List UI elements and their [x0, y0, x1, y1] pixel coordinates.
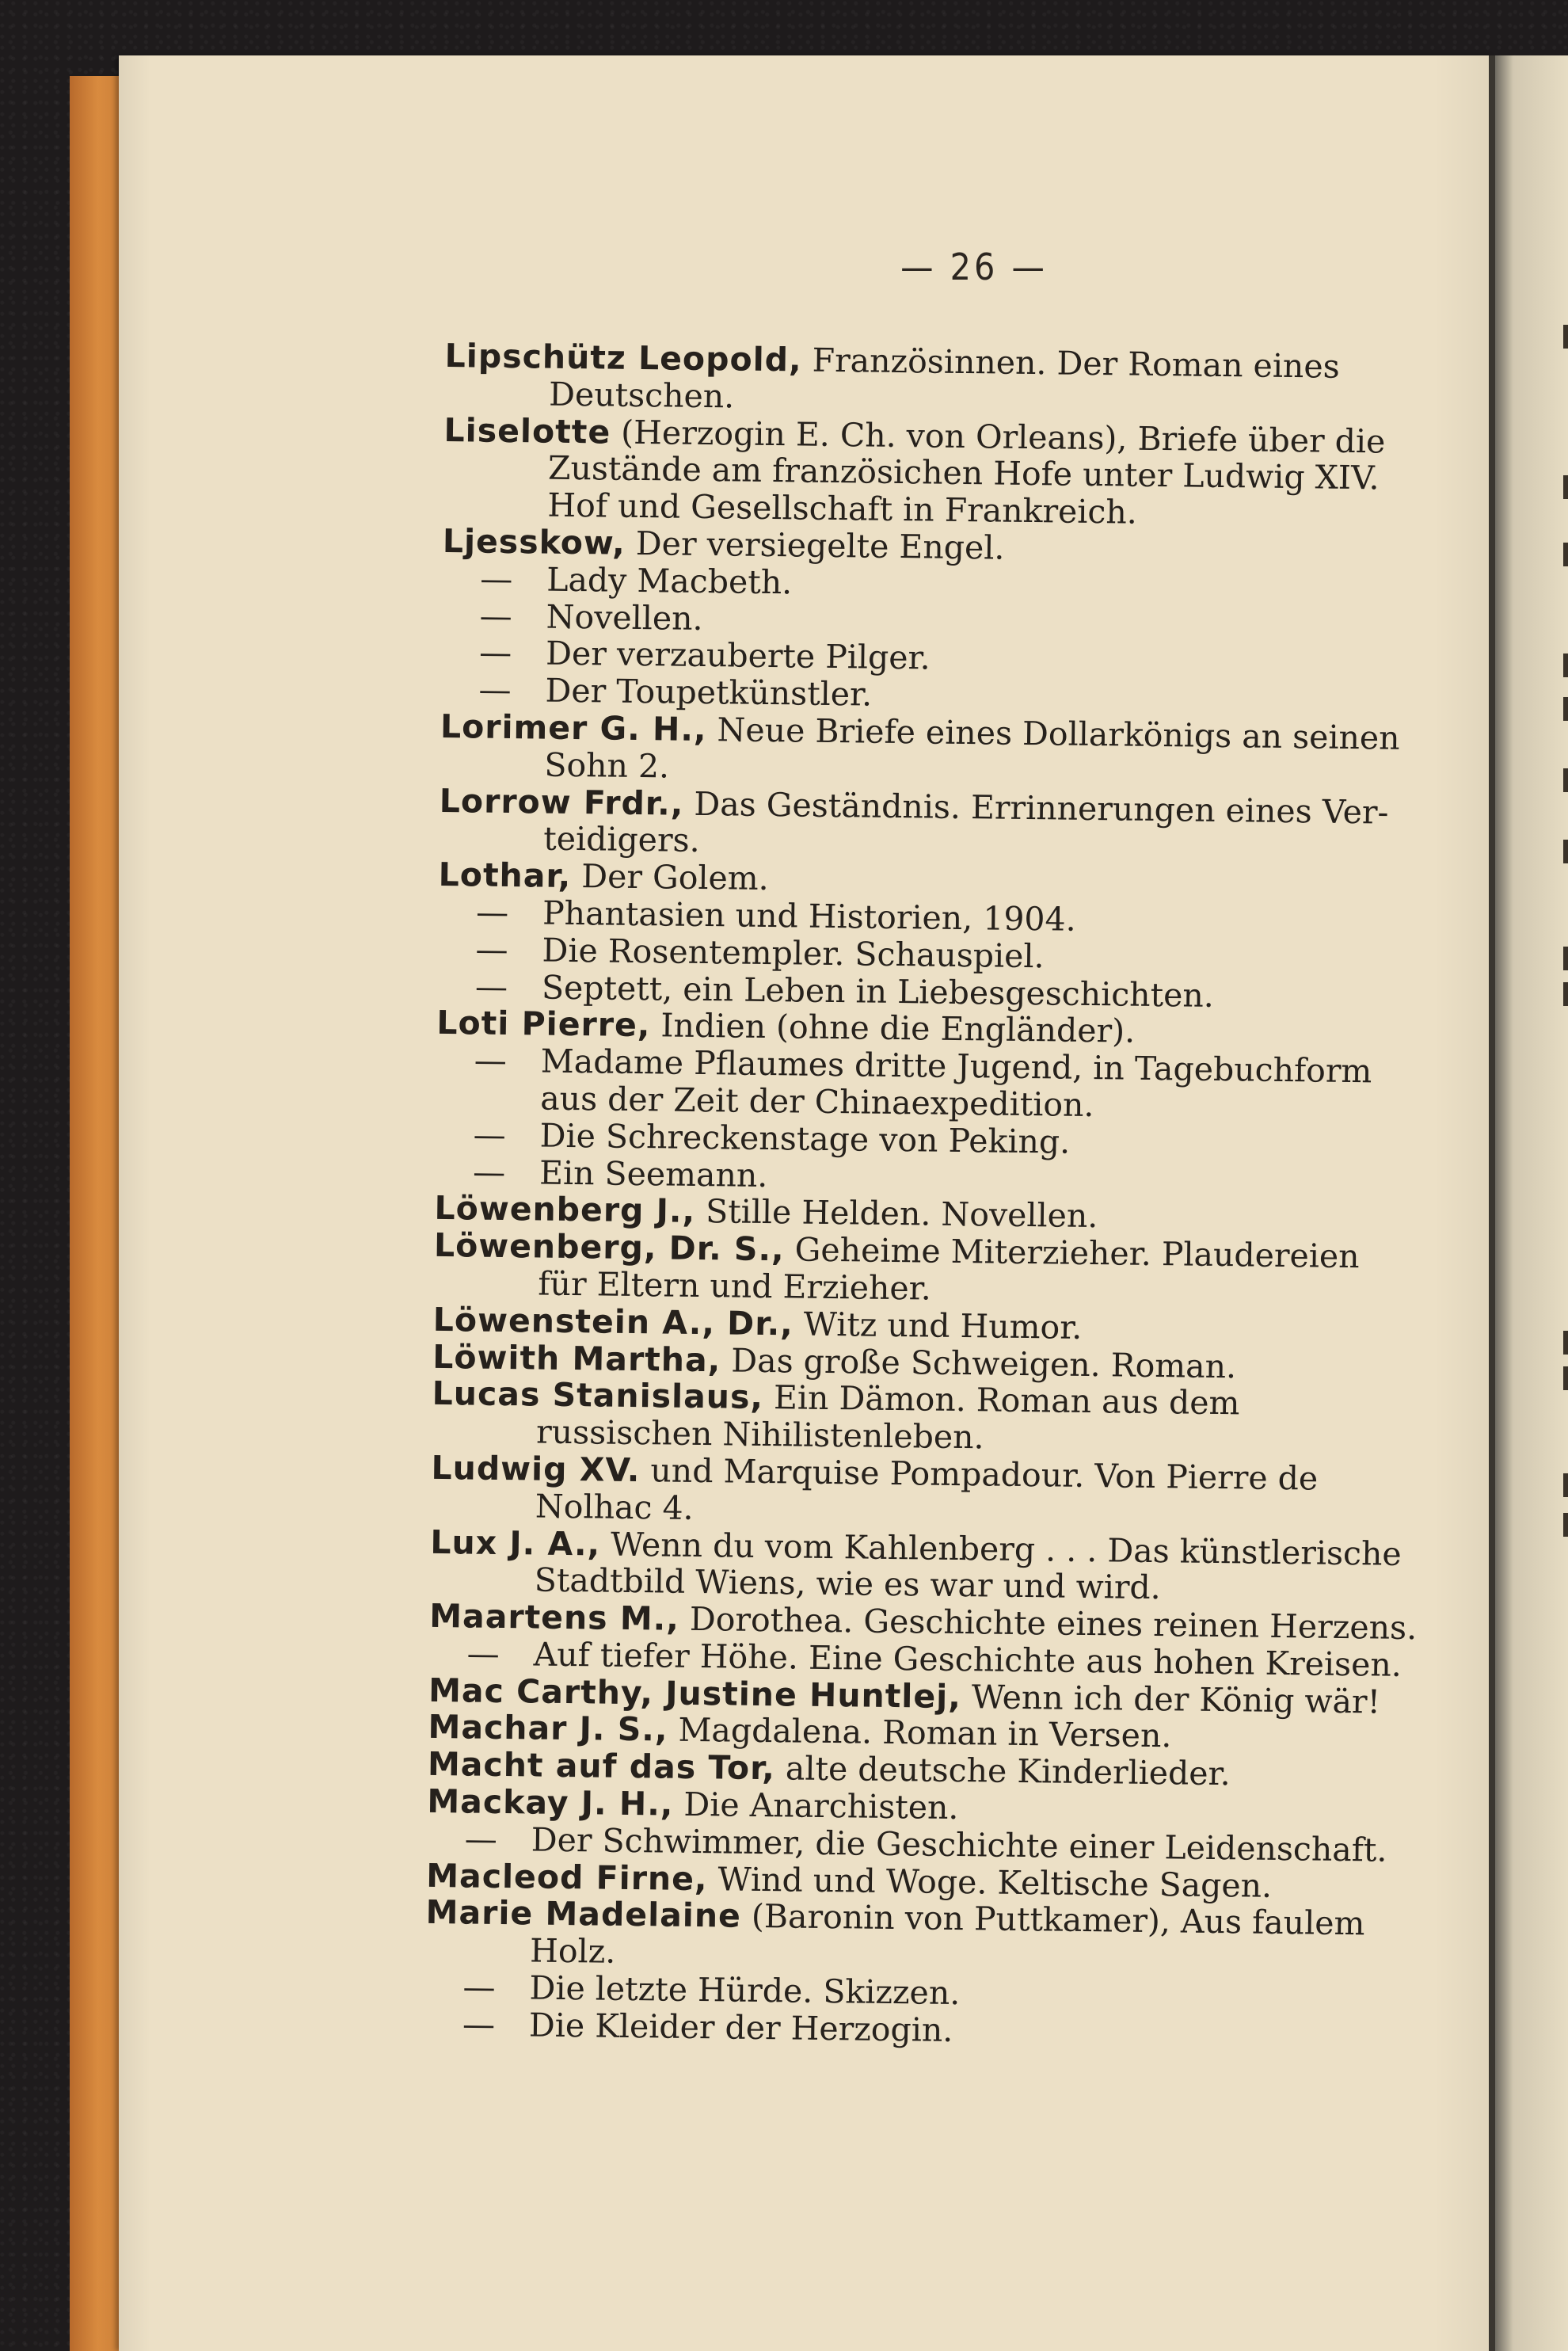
- facing-page-letter: [1563, 543, 1568, 566]
- entry-title: und Marquise Pompadour. Von Pierre de: [650, 1451, 1319, 1498]
- entry-title: Das große Schweigen. Roman.: [731, 1341, 1237, 1385]
- facing-page-letter: [1563, 1513, 1568, 1537]
- entry-title: Novellen.: [546, 597, 703, 638]
- ditto-dash: —: [473, 1115, 506, 1154]
- author-name: Mackay J. H.,: [427, 1781, 674, 1823]
- author-name: Macht auf das Tor,: [427, 1745, 776, 1788]
- entry-title: Stille Helden. Novellen.: [705, 1192, 1098, 1236]
- ditto-dash: —: [478, 670, 512, 710]
- author-name: Loti Pierre,: [436, 1004, 651, 1045]
- catalog-entry-list: [424, 337, 1475, 2055]
- entry-title: Das Geständnis. Errinnerungen eines Ver-: [694, 784, 1389, 832]
- catalog-entry: [433, 1227, 1463, 1313]
- page-gutter: [1489, 55, 1495, 2351]
- entry-continuation: Holz.: [529, 1931, 616, 1972]
- entry-title: Wenn ich der König wär!: [971, 1677, 1381, 1721]
- facing-page-letter: [1563, 475, 1568, 499]
- entry-title: Die Anarchisten.: [683, 1785, 959, 1827]
- entry-title: Die Kleider der Herzogin.: [528, 2006, 953, 2049]
- entry-title: Indien (ohne die Engländer).: [660, 1006, 1136, 1051]
- entry-title: Witz und Humor.: [803, 1305, 1083, 1347]
- catalog-entry: [432, 1375, 1462, 1461]
- facing-page-letter: [1563, 1331, 1568, 1355]
- entry-continuation: Hof und Gesellschaft in Frankreich.: [547, 486, 1138, 532]
- entry-continuation: Stadtbild Wiens, wie es war und wird.: [534, 1560, 1162, 1607]
- author-name: Ljesskow,: [442, 521, 626, 562]
- facing-page-letter: [1563, 697, 1568, 721]
- ditto-dash: —: [475, 930, 508, 969]
- entry-continuation: Nolhac 4.: [535, 1487, 694, 1527]
- ditto-dash: —: [474, 1041, 508, 1080]
- author-name: Lorimer G. H.,: [440, 707, 707, 749]
- entry-title: alte deutsche Kinderlieder.: [785, 1749, 1231, 1793]
- entry-title: Auf tiefer Höhe. Eine Geschichte aus hohen Kreisen.: [533, 1635, 1402, 1684]
- entry-title: Ein Seemann.: [539, 1153, 768, 1195]
- author-name: Lux J. A.,: [430, 1522, 601, 1564]
- entry-title: Der Toupetkünstler.: [545, 671, 873, 714]
- author-name: Löwenberg, Dr. S.,: [433, 1226, 785, 1269]
- entry-title: Die Rosentempler. Schauspiel.: [542, 931, 1045, 976]
- author-name: Lothar,: [438, 855, 572, 896]
- entry-continuation: teidigers.: [542, 819, 700, 860]
- ditto-dash: —: [464, 1819, 498, 1858]
- entry-title: Phantasien und Historien, 1904.: [542, 894, 1076, 939]
- author-name: Marie Madelaine: [425, 1893, 742, 1936]
- author-name: Löwenberg J.,: [434, 1189, 696, 1231]
- catalog-entry: [425, 1894, 1456, 1980]
- entry-continuation: Sohn 2.: [544, 745, 670, 786]
- author-name: Lorrow Frdr.,: [439, 781, 684, 823]
- author-name: Löwenstein A., Dr.,: [432, 1300, 794, 1343]
- entry-title: Magdalena. Roman in Versen.: [678, 1711, 1172, 1755]
- entry-title: Der verzauberte Pilger.: [545, 634, 931, 677]
- entry-title: Septett, ein Leben in Liebesgeschichten.: [541, 968, 1215, 1015]
- entry-title: (Baronin von Puttkamer), Aus faulem: [751, 1897, 1365, 1943]
- facing-page-letters: [1495, 55, 1568, 2351]
- catalog-entry: [430, 1523, 1460, 1610]
- author-name: Mac Carthy, Justine Huntlej,: [428, 1671, 962, 1716]
- author-name: Ludwig XV.: [431, 1448, 641, 1490]
- entry-title: Der Golem.: [580, 857, 770, 898]
- facing-page-letter: [1563, 840, 1568, 863]
- ditto-dash: —: [472, 1153, 506, 1191]
- ditto-dash: —: [479, 596, 513, 635]
- author-name: Liselotte: [443, 410, 611, 452]
- author-name: Lipschütz Leopold,: [444, 337, 802, 379]
- facing-page-letter: [1563, 325, 1568, 349]
- entry-continuation: russischen Nihilistenleben.: [535, 1412, 984, 1457]
- facing-page-edge: [1495, 55, 1568, 2351]
- entry-continuation: für Eltern und Erzieher.: [538, 1264, 932, 1308]
- entry-title: Geheime Miterzieher. Plaudereien: [794, 1230, 1360, 1276]
- author-name: Machar J. S.,: [428, 1708, 668, 1750]
- catalog-entry: [444, 337, 1475, 424]
- entry-title: Die letzte Hürde. Skizzen.: [529, 1968, 961, 2013]
- author-name: Maartens M.,: [428, 1596, 680, 1638]
- entry-title: Dorothea. Geschichte eines reinen Herzens.: [689, 1599, 1418, 1648]
- author-name: Löwith Martha,: [432, 1337, 721, 1379]
- ditto-dash: —: [462, 1968, 496, 2006]
- entry-title: Wenn du vom Kahlenberg . . . Das künstlerische: [610, 1525, 1402, 1573]
- catalog-subentry: [436, 1042, 1466, 1128]
- author-name: Macleod Firne,: [425, 1856, 708, 1898]
- entry-title: Die Schreckenstage von Peking.: [539, 1116, 1071, 1161]
- catalog-entry: [439, 783, 1469, 869]
- catalog-entry: [431, 1450, 1461, 1536]
- ditto-dash: —: [474, 967, 508, 1006]
- facing-page-letter: [1563, 1473, 1568, 1497]
- author-name: Lucas Stanislaus,: [432, 1374, 764, 1417]
- entry-title: Neue Briefe eines Dollarkönigs an seinen: [717, 711, 1400, 757]
- facing-page-letter: [1563, 982, 1568, 1006]
- ditto-dash: —: [475, 893, 509, 932]
- facing-page-letter: [1563, 653, 1568, 677]
- facing-page-letter: [1563, 768, 1568, 792]
- entry-title: Lady Macbeth.: [546, 560, 793, 602]
- ditto-dash: —: [466, 1634, 500, 1673]
- page-number: — 26 —: [900, 246, 1048, 288]
- facing-page-letter: [1563, 1366, 1568, 1390]
- catalog-entry: [440, 708, 1470, 794]
- entry-title: Ein Dämon. Roman aus dem: [773, 1378, 1240, 1423]
- entry-title: Der Schwimmer, die Geschichte einer Leidenschaft.: [531, 1820, 1387, 1869]
- entry-continuation: Deutschen.: [548, 375, 735, 416]
- entry-continuation: aus der Zeit der Chinaexpedition.: [539, 1079, 1094, 1125]
- catalog-entry: [443, 412, 1474, 535]
- entry-title: Der versiegelte Engel.: [635, 524, 1005, 567]
- entry-title: Französinnen. Der Roman eines: [812, 341, 1340, 386]
- entry-title: (Herzogin E. Ch. von Orleans), Briefe über die: [620, 413, 1386, 461]
- facing-page-letter: [1563, 947, 1568, 970]
- entry-continuation: Zustände am französichen Hofe unter Ludwig XIV.: [547, 448, 1380, 497]
- book-page: [119, 55, 1493, 2351]
- ditto-dash: —: [478, 633, 512, 673]
- ditto-dash: —: [479, 559, 513, 598]
- entry-title: Wind und Woge. Keltische Sagen.: [717, 1860, 1273, 1905]
- entry-title: Madame Pflaumes dritte Jugend, in Tagebuchform: [540, 1042, 1372, 1091]
- ditto-dash: —: [462, 2005, 496, 2044]
